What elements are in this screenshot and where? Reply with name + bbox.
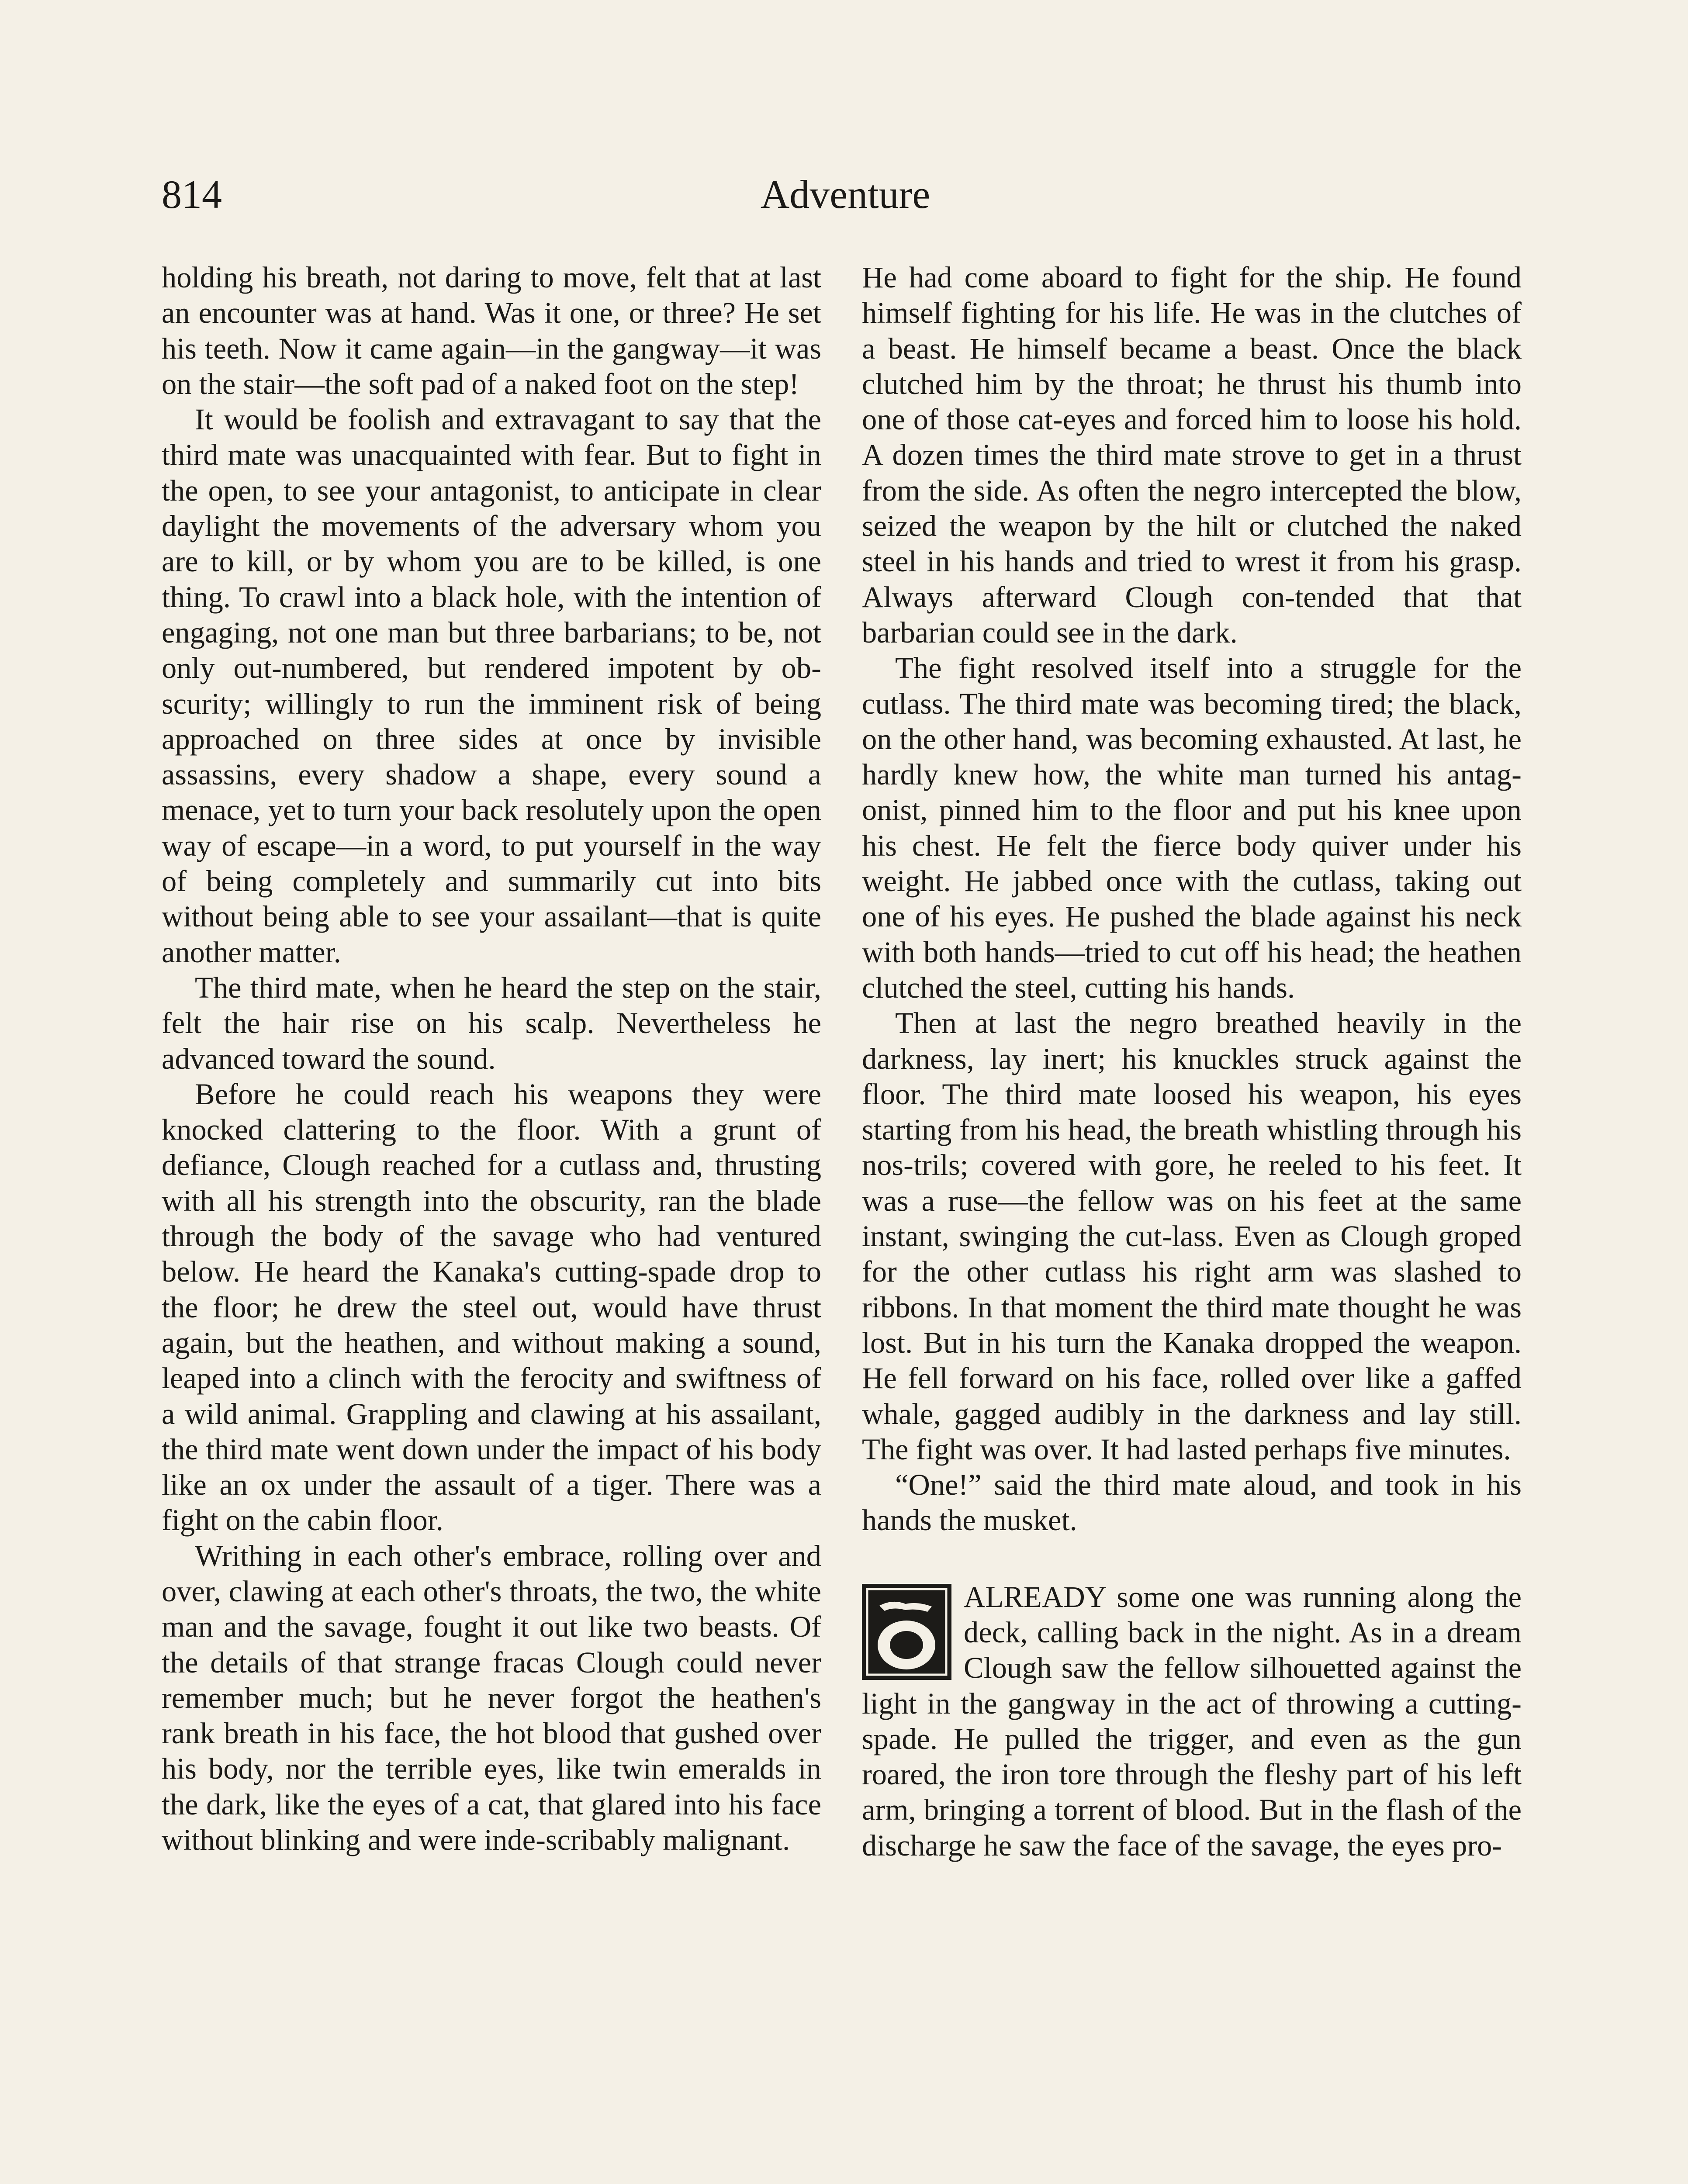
section-text: ALREADY some one was running along the deck, calling back in the night. As in a dream Clough saw the fellow silhouetted against the light in the gangway in the act of throwing a cutting-spade. He pulled the trigger, and even as the gun roared, the iron tore through the fleshy part of his left arm, bringing a torrent of blood. But in the flash of the discharge he saw the face of the savage, the eyes pro- — [862, 1580, 1522, 1862]
section-break — [862, 1538, 1522, 1579]
page-number: 814 — [162, 172, 222, 217]
page-header — [162, 164, 1529, 225]
left-column — [162, 260, 821, 1858]
decorative-dropcap-icon — [862, 1584, 951, 1680]
paragraph: Writhing in each other's embrace, rolling over and over, clawing at each other's throats, the two, the white man and the savage, fought it out like two beasts. Of the details of that strange fracas Clough could never remember much; but he never forgot the heathen's rank breath in his face, the hot blood that gushed over his body, nor the terrible eyes, like twin emeralds in the dark, like the eyes of a cat, that glared into his face without blinking and were inde-scribably malignant. — [162, 1539, 821, 1857]
magazine-title: Adventure — [760, 172, 930, 217]
paragraph: “One!” said the third mate aloud, and took in his hands the musket. — [862, 1468, 1522, 1537]
paragraph: It would be foolish and extravagant to say that the third mate was unacquainted with fear. But to fight in the open, to see your antagonist, to anticipate in clear daylight the movements of the adversary whom you are to kill, or by whom you are to be killed, is one thing. To crawl into a black hole, with the intention of engaging, not one man but three barbarians; to be, not only out-numbered, but rendered impotent by ob-scurity; willingly to run the imminent risk of being approached on three sides at once by invisible assassins, every shadow a shape, every sound a menace, yet to turn your back resolutely upon the open way of escape—in a word, to put yourself in the way of being completely and summarily cut into bits without being able to see your assailant—that is quite another matter. — [162, 403, 821, 969]
paragraph: holding his breath, not daring to move, felt that at last an encounter was at hand. Was it one, or three? He set his teeth. Now it came again—in the gangway—it was on the stair—the soft pad of a naked foot on the step! — [162, 261, 821, 401]
paragraph: He had come aboard to fight for the ship. He found himself fighting for his life. He was in the clutches of a beast. He himself became a beast. Once the black clutched him by the throat; he thrust his thumb into one of those cat-eyes and forced him to loose his hold. A dozen times the third mate strove to get in a thrust from the side. As often the negro intercepted the blow, seized the weapon by the hilt or clutched the naked steel in his hands and tried to wrest it from his grasp. Always afterward Clough con-tended that that barbarian could see in the dark. — [862, 261, 1522, 649]
section-opening-paragraph — [862, 1579, 1522, 1863]
right-column — [862, 260, 1522, 1863]
paragraph: Then at last the negro breathed heavily in the darkness, lay inert; his knuckles struck against the floor. The third mate loosed his weapon, his eyes starting from his head, the breath whistling through his nos-trils; covered with gore, he reeled to his feet. It was a ruse—the fellow was on his feet at the same instant, swinging the cut-lass. Even as Clough groped for the other cutlass his right arm was slashed to ribbons. In that moment the third mate thought he was lost. But in his turn the Kanaka dropped the weapon. He fell forward on his face, rolled over like a gaffed whale, gagged audibly in the darkness and lay still. The fight was over. It had lasted perhaps five minutes. — [862, 1006, 1522, 1466]
paragraph: Before he could reach his weapons they were knocked clattering to the floor. With a grunt of defiance, Clough reached for a cutlass and, thrusting with all his strength into the obscurity, ran the blade through the body of the savage who had ventured below. He heard the Kanaka's cutting-spade drop to the floor; he drew the steel out, would have thrust again, but the heathen, and without making a sound, leaped into a clinch with the ferocity and swiftness of a wild animal. Grappling and clawing at his assailant, the third mate went down under the impact of his body like an ox under the assault of a tiger. There was a fight on the cabin floor. — [162, 1077, 821, 1537]
paragraph: The fight resolved itself into a struggle for the cutlass. The third mate was becoming tired; the black, on the other hand, was becoming exhausted. At last, he hardly knew how, the white man turned his antag-onist, pinned him to the floor and put his knee upon his chest. He felt the fierce body quiver under his weight. He jabbed once with the cutlass, taking out one of his eyes. He pushed the blade against his neck with both hands—tried to cut off his head; the heathen clutched the steel, cutting his hands. — [862, 651, 1522, 1004]
paragraph: The third mate, when he heard the step on the stair, felt the hair rise on his scalp. Nevertheless he advanced toward the sound. — [162, 971, 821, 1075]
